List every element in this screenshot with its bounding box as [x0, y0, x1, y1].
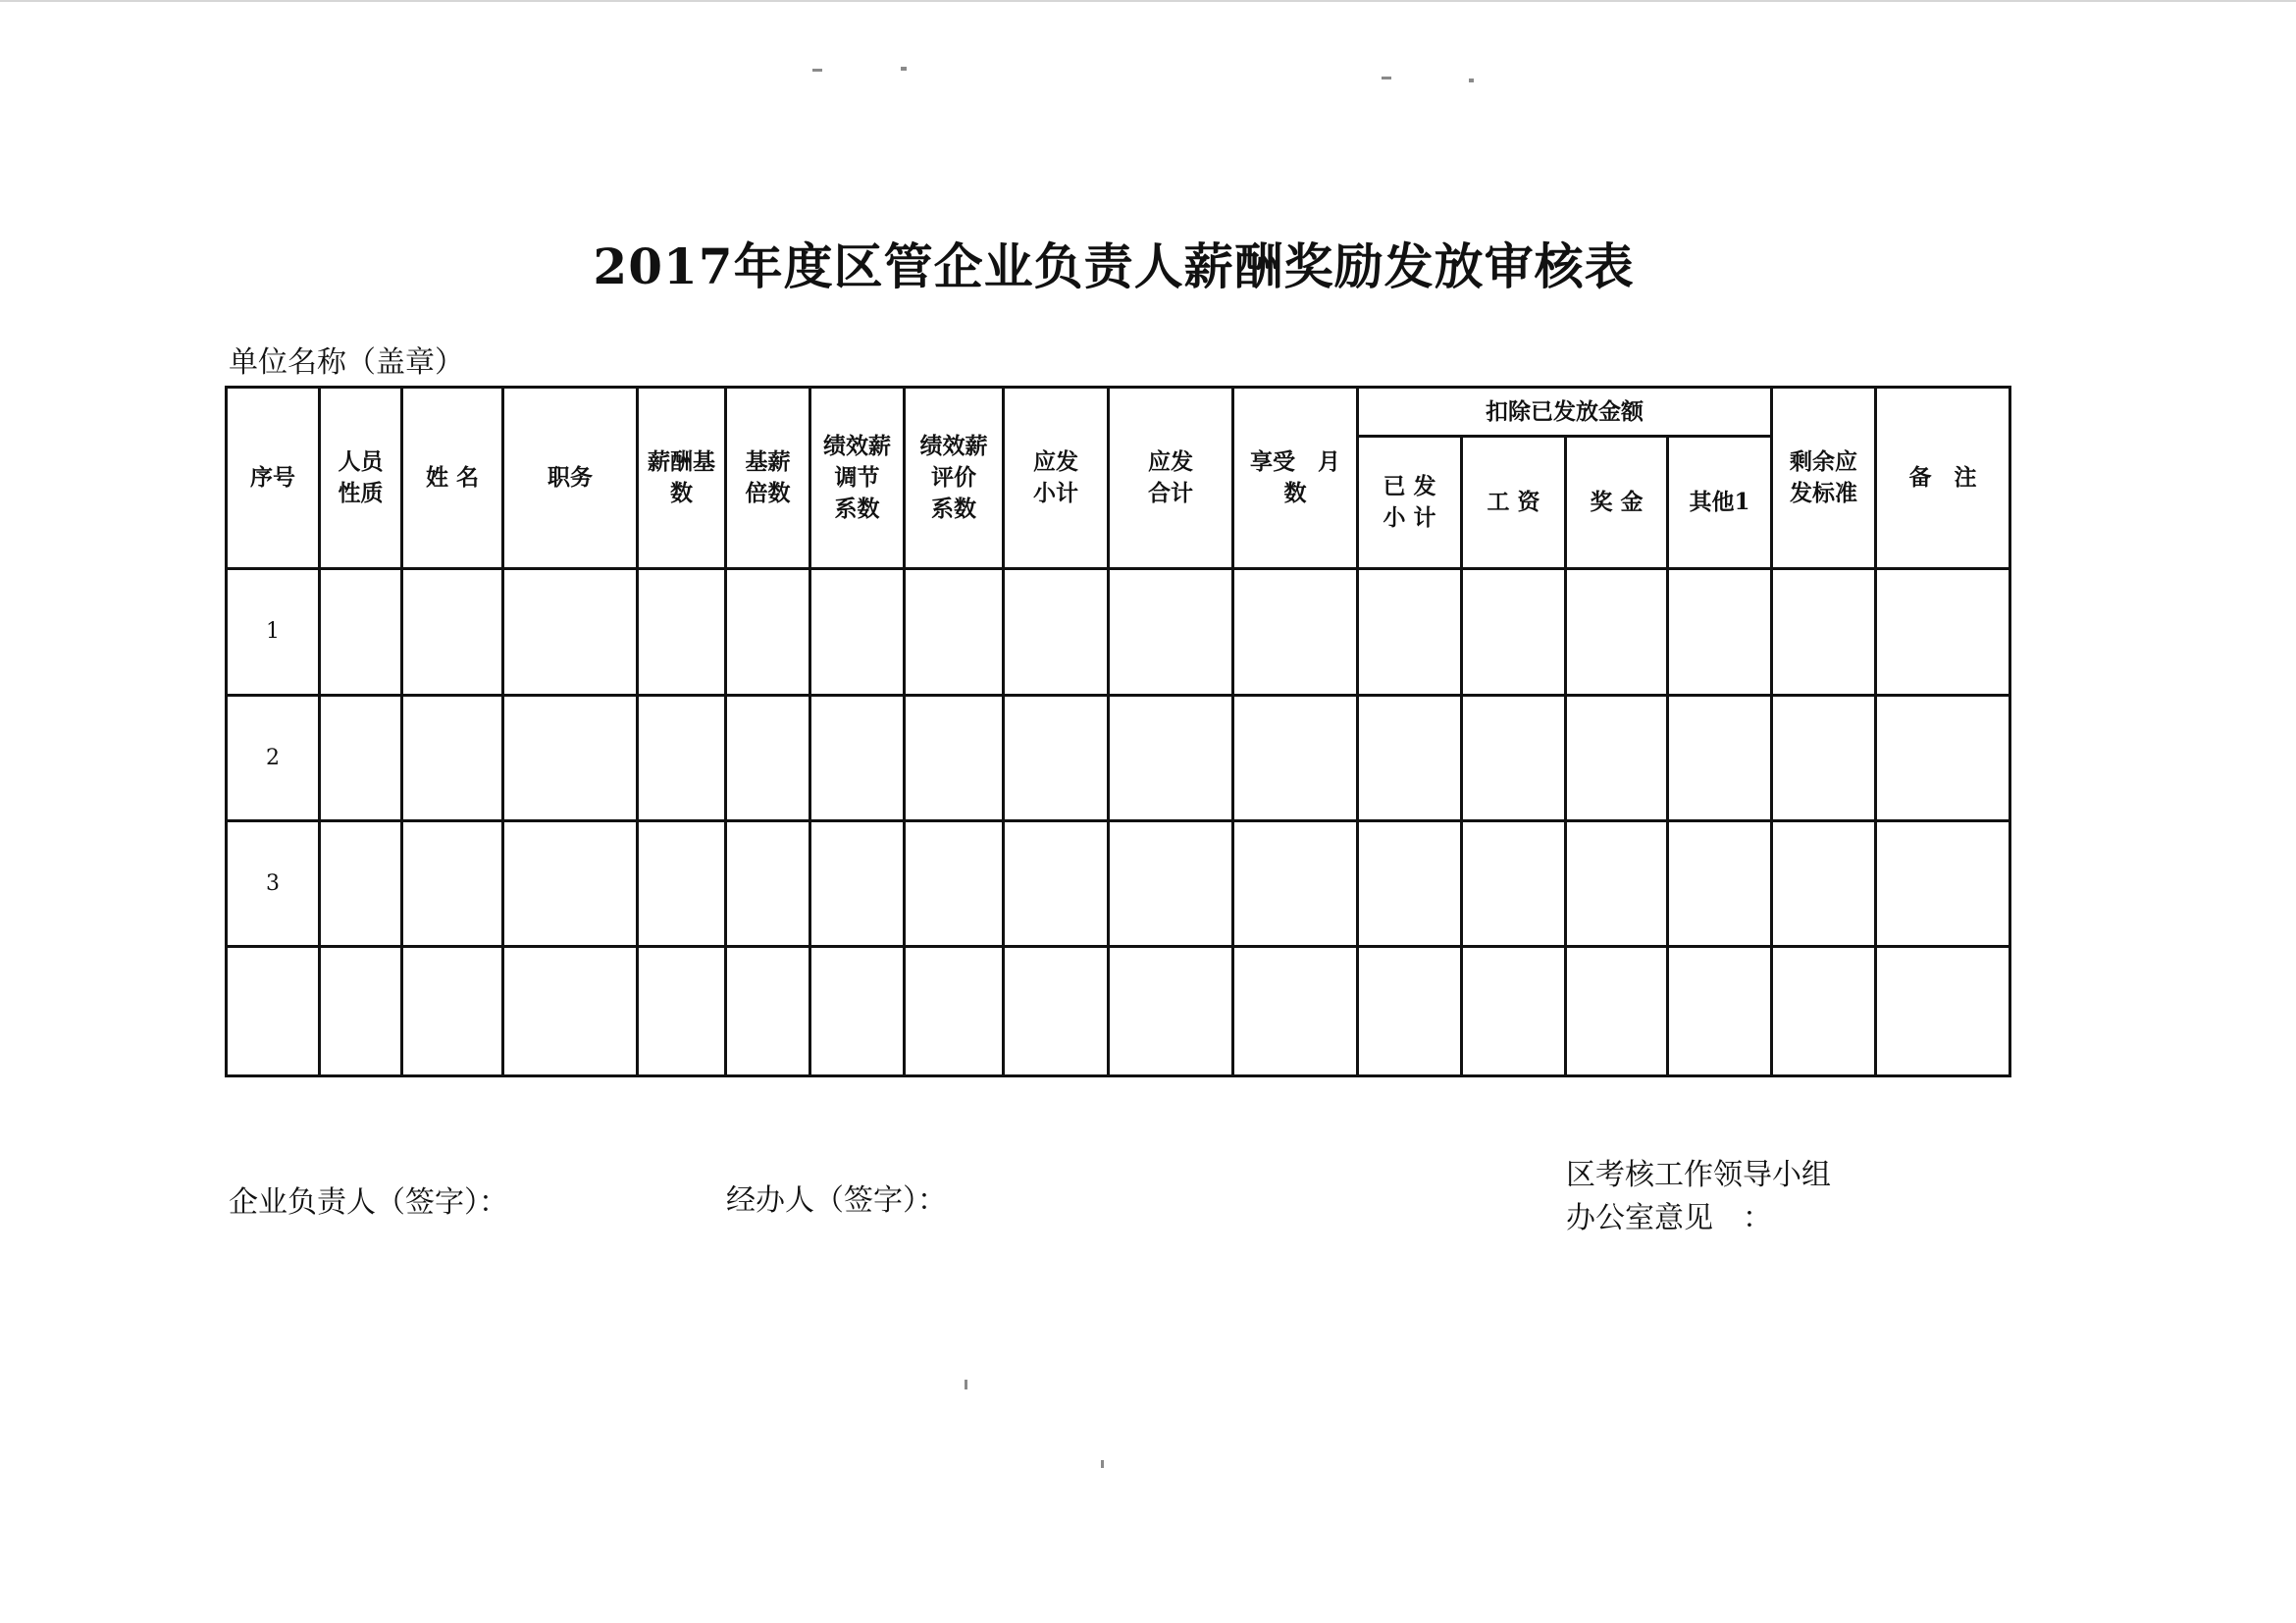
cell[interactable] [905, 947, 1004, 1076]
header-person-type: 人员 性质 [320, 388, 402, 569]
cell[interactable] [1233, 947, 1358, 1076]
cell[interactable] [1004, 696, 1109, 821]
cell[interactable] [1772, 821, 1876, 947]
cell[interactable] [905, 821, 1004, 947]
cell[interactable] [1876, 569, 2010, 696]
cell[interactable] [1772, 947, 1876, 1076]
cell[interactable] [1566, 696, 1668, 821]
table-row [227, 947, 2010, 1076]
header-payable-subtotal: 应发 小计 [1004, 388, 1109, 569]
cell[interactable] [1668, 569, 1772, 696]
cell[interactable] [503, 569, 638, 696]
header-other: 其他1 [1668, 437, 1772, 569]
salary-review-table [225, 386, 2011, 1077]
header-name: 姓 名 [402, 388, 503, 569]
cell[interactable] [1668, 947, 1772, 1076]
scan-speck [812, 69, 822, 72]
cell[interactable] [320, 696, 402, 821]
cell[interactable] [503, 947, 638, 1076]
cell[interactable] [1668, 696, 1772, 821]
cell[interactable] [1109, 569, 1233, 696]
header-deduct-group: 扣除已发放金额 [1358, 388, 1772, 437]
cell[interactable] [1566, 821, 1668, 947]
cell[interactable] [1668, 821, 1772, 947]
row-seq [227, 947, 320, 1076]
cell[interactable] [1876, 696, 2010, 821]
cell[interactable] [1233, 696, 1358, 821]
scan-speck [965, 1380, 967, 1389]
cell[interactable] [638, 947, 726, 1076]
scan-speck [901, 67, 907, 71]
cell[interactable] [726, 821, 810, 947]
cell[interactable] [1233, 821, 1358, 947]
cell[interactable] [503, 696, 638, 821]
cell[interactable] [638, 569, 726, 696]
cell[interactable] [1004, 821, 1109, 947]
header-paid-subtotal: 已 发 小 计 [1358, 437, 1462, 569]
cell[interactable] [320, 821, 402, 947]
cell[interactable] [1358, 569, 1462, 696]
cell[interactable] [810, 569, 905, 696]
unit-name-label: 单位名称（盖章） [229, 345, 464, 380]
header-remaining: 剩余应 发标准 [1772, 388, 1876, 569]
cell[interactable] [905, 569, 1004, 696]
cell[interactable] [810, 947, 905, 1076]
cell[interactable] [726, 569, 810, 696]
cell[interactable] [1462, 569, 1566, 696]
page-title: 2017年度区管企业负责人薪酬奖励发放审核表 [593, 237, 1635, 295]
header-payable-total: 应发 合计 [1109, 388, 1233, 569]
cell[interactable] [320, 569, 402, 696]
cell[interactable] [1566, 947, 1668, 1076]
table-row [227, 569, 2010, 696]
cell[interactable] [402, 947, 503, 1076]
cell[interactable] [402, 569, 503, 696]
cell[interactable] [1876, 821, 2010, 947]
row-seq: 3 [227, 821, 320, 947]
cell[interactable] [320, 947, 402, 1076]
cell[interactable] [1109, 821, 1233, 947]
header-base-multiple: 基薪 倍数 [726, 388, 810, 569]
cell[interactable] [1233, 569, 1358, 696]
handler-signature-label: 经办人（签字）： [726, 1183, 947, 1218]
row-seq: 2 [227, 696, 320, 821]
cell[interactable] [1462, 821, 1566, 947]
cell[interactable] [402, 821, 503, 947]
cell[interactable] [638, 696, 726, 821]
cell[interactable] [726, 696, 810, 821]
header-salary-base: 薪酬基 数 [638, 388, 726, 569]
cell[interactable] [503, 821, 638, 947]
cell[interactable] [1772, 569, 1876, 696]
cell[interactable] [1566, 569, 1668, 696]
cell[interactable] [1358, 947, 1462, 1076]
cell[interactable] [1109, 947, 1233, 1076]
office-opinion-line1: 区考核工作领导小组 [1566, 1158, 1831, 1192]
cell[interactable] [1004, 569, 1109, 696]
header-remarks: 备 注 [1876, 388, 2010, 569]
header-position: 职务 [503, 388, 638, 569]
header-months: 享受 月 数 [1233, 388, 1358, 569]
cell[interactable] [1358, 821, 1462, 947]
table-row [227, 821, 2010, 947]
row-seq: 1 [227, 569, 320, 696]
cell[interactable] [810, 821, 905, 947]
cell[interactable] [1462, 696, 1566, 821]
office-opinion-line2: 办公室意见 ： [1566, 1201, 1772, 1235]
scan-speck [1382, 77, 1391, 79]
header-perf-adjust: 绩效薪 调节 系数 [810, 388, 905, 569]
cell[interactable] [638, 821, 726, 947]
cell[interactable] [1358, 696, 1462, 821]
header-seq: 序号 [227, 388, 320, 569]
cell[interactable] [402, 696, 503, 821]
scan-speck [1101, 1460, 1104, 1468]
scan-speck [1469, 79, 1474, 82]
header-wage: 工 资 [1462, 437, 1566, 569]
header-perf-eval: 绩效薪 评价 系数 [905, 388, 1004, 569]
cell[interactable] [1462, 947, 1566, 1076]
scan-edge [0, 0, 2296, 2]
cell[interactable] [905, 696, 1004, 821]
cell[interactable] [1772, 696, 1876, 821]
cell[interactable] [1109, 696, 1233, 821]
cell[interactable] [1004, 947, 1109, 1076]
leader-signature-label: 企业负责人（签字）： [229, 1185, 508, 1220]
cell[interactable] [810, 696, 905, 821]
cell[interactable] [726, 947, 810, 1076]
header-bonus: 奖 金 [1566, 437, 1668, 569]
cell[interactable] [1876, 947, 2010, 1076]
table-row [227, 696, 2010, 821]
